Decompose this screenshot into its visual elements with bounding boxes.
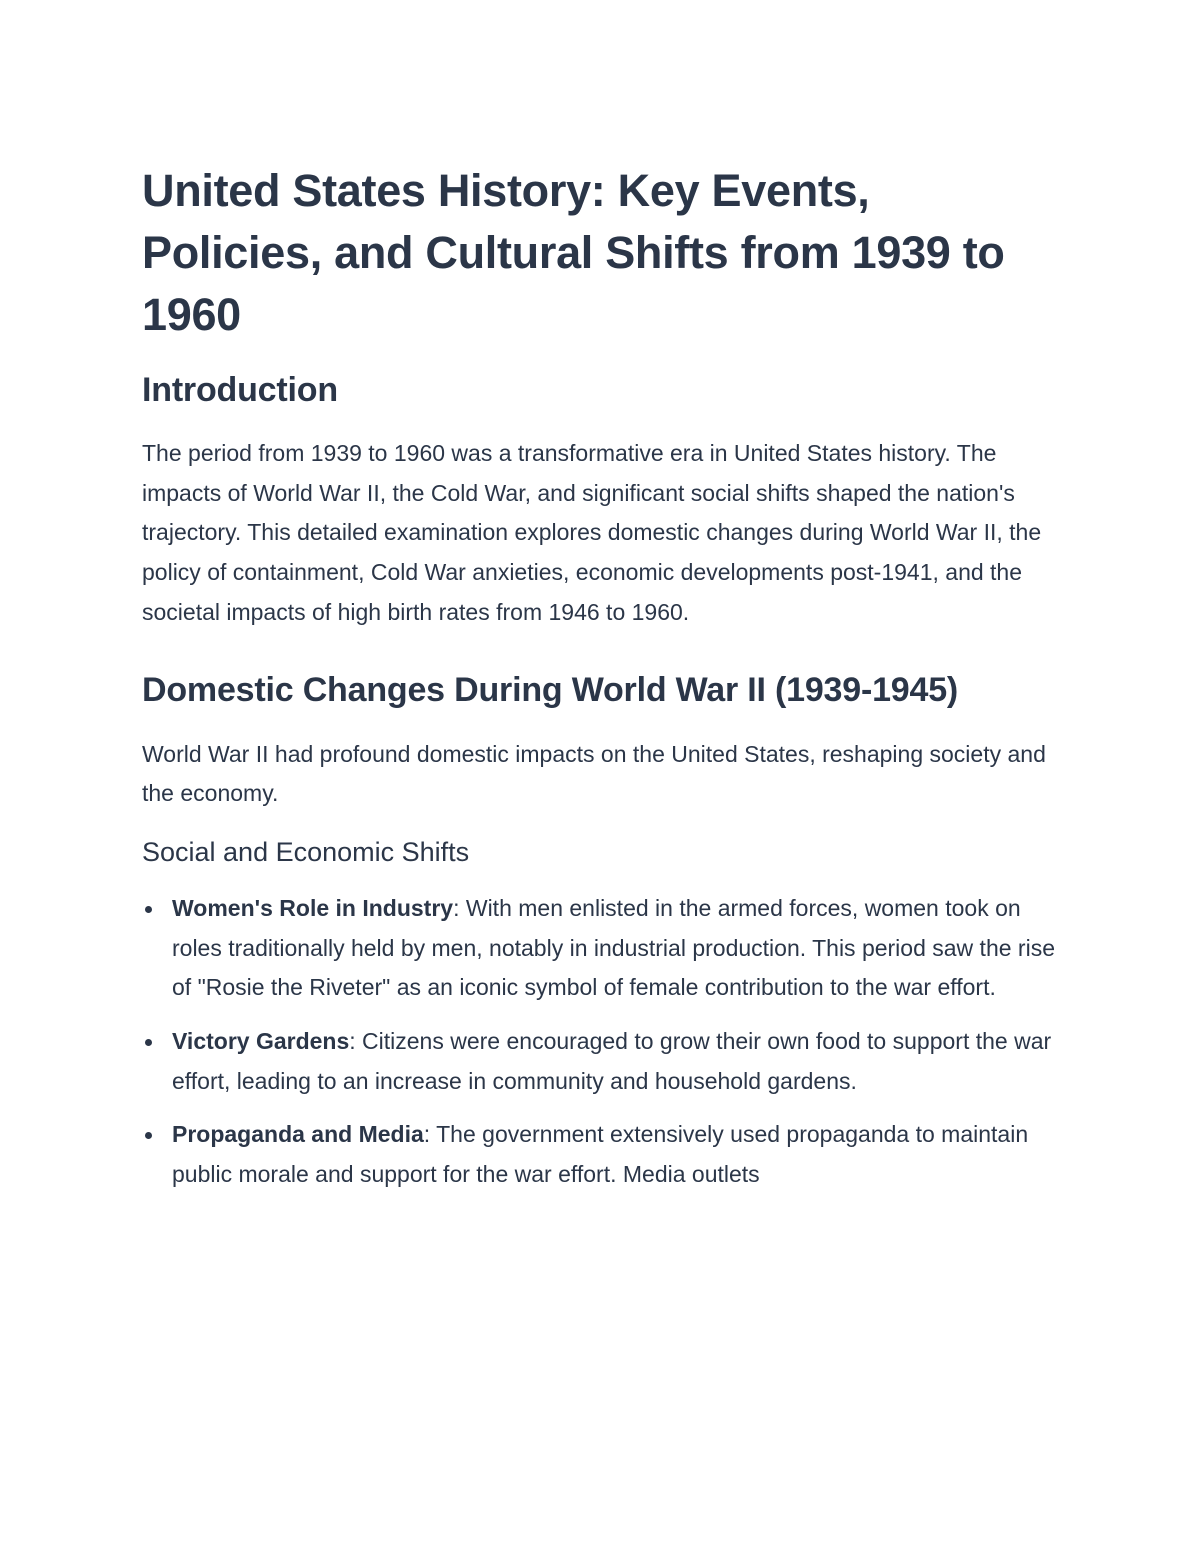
section-heading-introduction: Introduction (142, 371, 338, 409)
list-item (142, 1115, 1058, 1194)
section-heading-domestic-changes: Domestic Changes During World War II (1939-1945) (142, 670, 959, 709)
list-item-term: Women's Role in Industry (172, 894, 454, 921)
introduction-paragraph: The period from 1939 to 1960 was a transformative era in United States history. The impacts of World War II, the Cold War, and significant social shifts shaped the nation's trajectory. This detailed examination explores domestic changes during World War II, the policy of containment, Cold War anxieties, economic developments post-1941, and the societal impacts of high birth rates from 1946 to 1960. (142, 440, 1042, 625)
list-item (142, 889, 1058, 1008)
bullet-icon (145, 1039, 152, 1046)
list-item-term: Propaganda and Media (172, 1121, 424, 1148)
document-page (142, 160, 1058, 1195)
social-economic-list (142, 889, 1058, 1195)
list-item (142, 1022, 1058, 1101)
bullet-icon (145, 1132, 152, 1139)
bullet-icon (145, 906, 152, 913)
subsection-heading-social-economic: Social and Economic Shifts (142, 836, 470, 867)
list-item-text: : Citizens were encouraged to grow their own food to support the war effort, leading to an increase in community and household gardens. (172, 1028, 1052, 1094)
domestic-changes-paragraph: World War II had profound domestic impacts on the United States, reshaping society and the economy. (142, 740, 1046, 807)
list-item-text: : The government extensively used propaganda to maintain public morale and support for the war effort. Media outlets (172, 1121, 1029, 1188)
list-item-text: : With men enlisted in the armed forces, women took on roles traditionally held by men, notably in industrial production. This period saw the rise of "Rosie the Riveter" as an iconic symbol of female contribution to the war effort. (172, 894, 1055, 1001)
document-title: United States History: Key Events, Policies, and Cultural Shifts from 1939 to 1960 (142, 165, 1005, 340)
list-item-term: Victory Gardens (172, 1028, 350, 1055)
